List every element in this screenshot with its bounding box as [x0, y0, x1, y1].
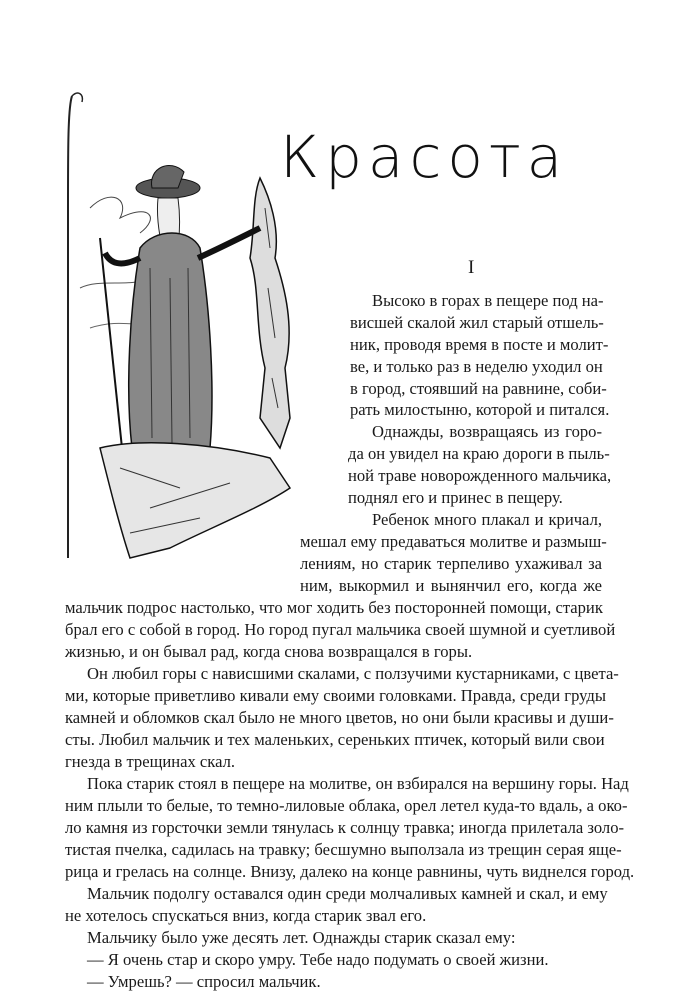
text-line: Высоко в горах в пещере под на-	[372, 291, 604, 310]
text-line: висшей скалой жил старый отшель-	[350, 313, 604, 332]
text-line: ве, и только раз в неделю уходил он	[350, 357, 603, 376]
text-line: жизнью, и он бывал рад, когда снова возвращался в горы.	[65, 642, 473, 661]
text-line: ним плыли то белые, то темно-лиловые облака, орел летел куда-то вдаль, а око-	[65, 796, 628, 815]
text-line: тистая пчелка, садилась на травку; бесшумно выползала из трещин серая яще-	[65, 840, 622, 859]
text-line: Однажды, возвращаясь из горо-	[372, 422, 602, 441]
text-line: сты. Любил мальчик и тех маленьких, серенькиx птичек, который вили свои	[65, 730, 605, 749]
text-line: Он любил горы с нависшими скалами, с ползучими кустарниками, с цвета-	[87, 664, 619, 683]
text-line: Ребенок много плакал и кричал,	[372, 510, 602, 529]
text-line: мешал ему предаваться молитве и размыш-	[300, 532, 607, 551]
text-line: в город, стоявший на равнине, соби-	[350, 379, 607, 398]
text-line: Пока старик стоял в пещере на молитве, он взбирался на вершину горы. Над	[87, 774, 629, 793]
text-line: ним, выкормил и вынянчил его, когда же	[300, 576, 602, 595]
text-line: лениям, но старик терпеливо ухаживал за	[300, 554, 602, 573]
text-line: ной траве новорожденного мальчика,	[348, 466, 612, 485]
chapter-title: Красота	[280, 123, 569, 191]
text-line: Мальчику было уже десять лет. Однажды старик сказал ему:	[87, 928, 516, 947]
chapter-number: I	[468, 257, 475, 278]
text-line: не хотелось спускаться вниз, когда старик звал его.	[65, 906, 427, 925]
text-line: ло камня из горсточки земли тянулась к солнцу травка; иногда прилетала золо-	[65, 818, 625, 837]
text-line: Мальчик подолгу оставался один среди молчаливых камней и скал, и ему	[87, 884, 608, 903]
text-line: ми, которые приветливо кивали ему своими головками. Правда, среди груды	[65, 686, 606, 705]
text-line: мальчик подрос настолько, что мог ходить без посторонней помощи, старик	[65, 598, 603, 617]
text-line: камней и обломков скал было не много цветов, но они были красивы и души-	[65, 708, 614, 727]
text-line: да он увидел на краю дороги в пыль-	[348, 444, 610, 463]
text-line: поднял его и принес в пещеру.	[348, 488, 563, 507]
text-line: — Умрешь? — спросил мальчик.	[87, 972, 321, 991]
text-line: — Я очень стар и скоро умру. Тебе надо подумать о своей жизни.	[87, 950, 549, 969]
hermit-illustration	[60, 88, 300, 568]
text-line: рица и грелась на солнце. Внизу, далеко на конце равнины, чуть виднелся город.	[65, 862, 635, 881]
text-line: ник, проводя время в посте и молит-	[350, 335, 609, 354]
text-line: гнезда в трещинах скал.	[65, 752, 236, 771]
text-line: брал его с собой в город. Но город пугал мальчика своей шумной и суетливой	[65, 620, 616, 639]
text-line: рать милостыню, которой и питался.	[350, 400, 610, 419]
